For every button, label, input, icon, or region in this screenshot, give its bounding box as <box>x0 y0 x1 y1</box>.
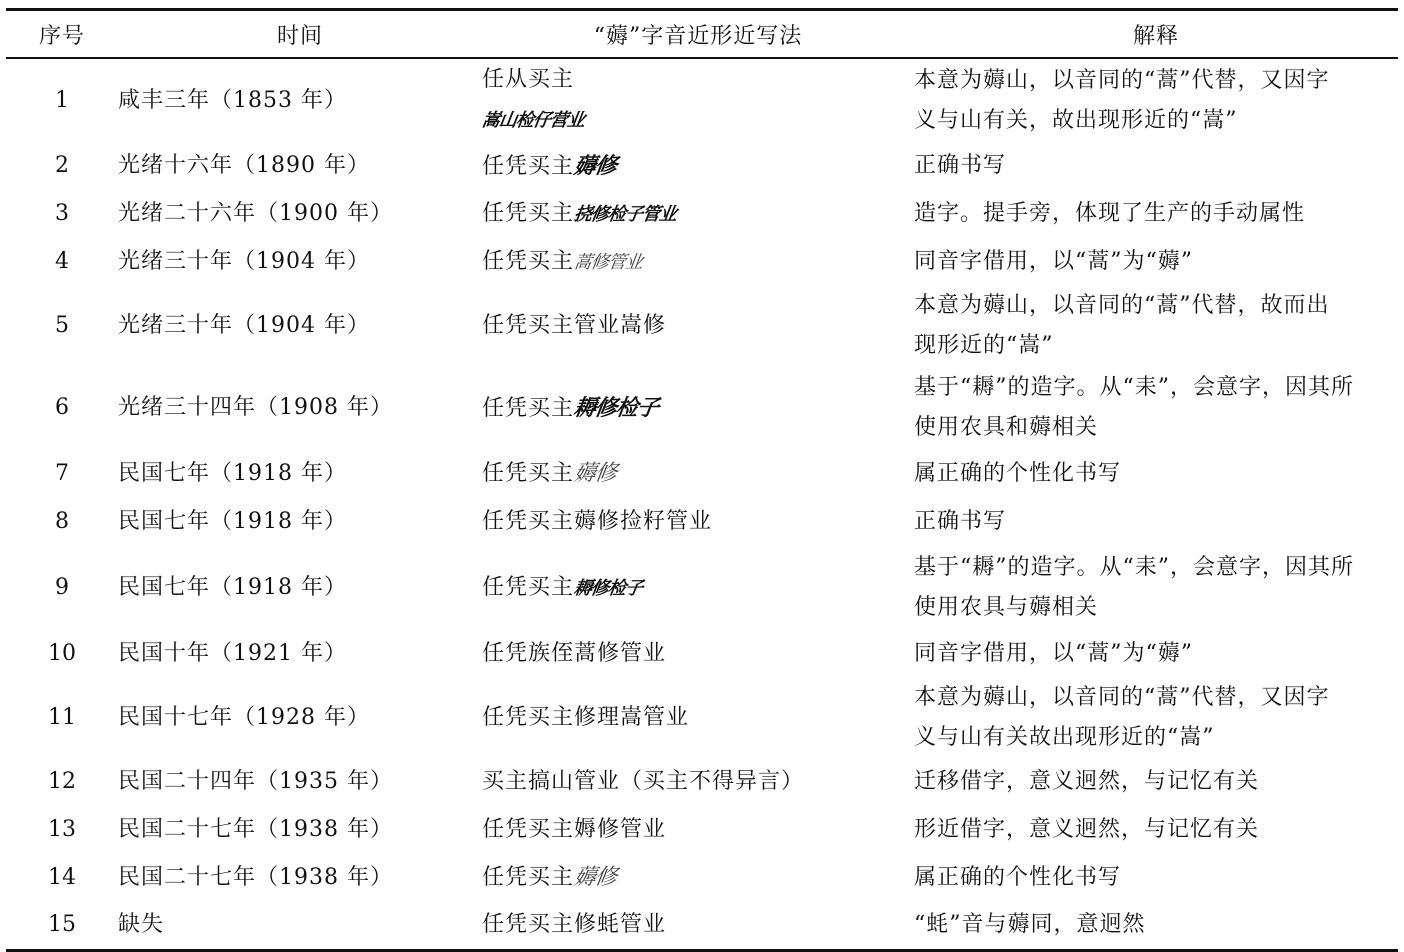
table-row <box>6 286 1398 366</box>
cell-explanation <box>914 678 1398 758</box>
explanation-line: 基于“耨”的造字。从“耒”，会意字，因其所 <box>914 375 1354 400</box>
cell-time: 光绪三十年（1904 年） <box>118 249 370 274</box>
cell-no: 1 <box>55 87 69 113</box>
cell-text: 任凭族侄蒿修管业 <box>482 641 667 666</box>
cell-explanation: “蚝”音与薅同，意迥然 <box>914 912 1146 938</box>
cell-time: 民国二十七年（1938 年） <box>118 817 393 842</box>
header-row <box>6 10 1398 59</box>
cell-time: 民国七年（1918 年） <box>118 509 347 534</box>
handwriting-image: 耨修检子 <box>572 577 644 599</box>
table-row <box>6 238 1398 286</box>
table-row <box>6 366 1398 450</box>
cell-time: 民国二十七年（1938 年） <box>118 865 393 890</box>
table-row <box>6 58 1398 142</box>
cell-time: 光绪三十年（1904 年） <box>118 313 370 338</box>
cell-explanation <box>914 58 1398 142</box>
cell-no: 13 <box>48 817 76 842</box>
handwriting-image: 蒿修管业 <box>572 251 644 273</box>
cell-explanation <box>914 366 1398 450</box>
cell-text-line: 任从买主 <box>482 67 575 92</box>
handwriting-image: 挠修检子管业 <box>572 203 678 225</box>
cell-text-printed: 任凭买主 <box>482 248 575 274</box>
cell-explanation <box>914 546 1398 630</box>
cell-time: 民国二十四年（1935 年） <box>118 769 393 794</box>
cell-text: 任凭买主修理嵩管业 <box>482 705 690 730</box>
cell-text-printed: 任凭买主 <box>482 461 575 486</box>
cell-no: 6 <box>55 395 69 420</box>
cell-no: 14 <box>48 865 76 890</box>
table-row <box>6 902 1398 950</box>
cell-text-printed: 任凭买主 <box>482 153 575 179</box>
handwriting-image: 嵩山检仔营业 <box>480 110 586 131</box>
cell-explanation: 属正确的个性化书写 <box>914 865 1122 890</box>
cell-text-printed: 任凭买主 <box>482 200 575 226</box>
cell-explanation: 造字。提手旁，体现了生产的手动属性 <box>914 201 1306 226</box>
cell-text <box>482 190 914 238</box>
explanation-line: 义与山有关故出现形近的“嵩” <box>914 725 1215 750</box>
cell-explanation: 正确书写 <box>914 509 1007 534</box>
cell-text-printed: 任凭买主 <box>482 865 575 890</box>
cell-text <box>482 450 914 498</box>
cell-text: 买主搞山管业（买主不得异言） <box>482 769 805 794</box>
table-row <box>6 142 1398 190</box>
cell-text: 任凭买主薅修捡籽管业 <box>482 509 713 534</box>
table-body <box>6 58 1398 950</box>
cell-text: 任凭买主修蚝管业 <box>482 912 667 938</box>
handwriting-image: 薅修 <box>572 152 618 179</box>
cell-no: 15 <box>48 912 76 938</box>
explanation-line: 使用农具与薅相关 <box>914 595 1099 620</box>
table-row <box>6 678 1398 758</box>
cell-no: 9 <box>55 575 69 600</box>
cell-text-printed: 任凭买主 <box>482 395 575 421</box>
cell-text <box>482 238 914 286</box>
explanation-line: 本意为薅山，以音同的“蒿”代替，故而出 <box>914 293 1330 318</box>
explanation-line: 本意为薅山，以音同的“蒿”代替，又因字 <box>914 685 1330 710</box>
header-text: “薅”字音近形近写法 <box>593 23 803 49</box>
cell-explanation: 同音字借用，以“蒿”为“薅” <box>914 641 1193 666</box>
explanation-line: 本意为薅山，以音同的“蒿”代替，又因字 <box>914 67 1330 93</box>
cell-no: 3 <box>55 201 69 226</box>
explanation-line: 基于“耨”的造字。从“耒”，会意字，因其所 <box>914 555 1354 580</box>
cell-no: 4 <box>55 249 69 274</box>
cell-no: 11 <box>48 705 76 730</box>
cell-explanation <box>914 286 1398 366</box>
explanation-line: 义与山有关，故出现形近的“嵩” <box>914 107 1238 133</box>
table-row <box>6 498 1398 546</box>
cell-explanation: 同音字借用，以“蒿”为“薅” <box>914 249 1193 274</box>
table-row <box>6 806 1398 854</box>
handwriting-image: 耨修检子 <box>572 394 660 421</box>
cell-time: 光绪三十四年（1908 年） <box>118 395 393 420</box>
cell-time: 咸丰三年（1853 年） <box>118 87 347 113</box>
cell-text: 任凭买主媷修管业 <box>482 817 667 842</box>
cell-no: 10 <box>48 641 76 666</box>
cell-explanation: 属正确的个性化书写 <box>914 461 1122 486</box>
cell-time: 民国七年（1918 年） <box>118 461 347 486</box>
header-time: 时间 <box>276 23 323 49</box>
cell-time: 光绪十六年（1890 年） <box>118 153 370 178</box>
cell-no: 7 <box>55 461 69 486</box>
cell-text <box>482 854 914 902</box>
cell-explanation: 正确书写 <box>914 153 1007 178</box>
cell-time: 民国十年（1921 年） <box>118 641 347 666</box>
table-header <box>6 10 1398 59</box>
table-row <box>6 630 1398 678</box>
cell-explanation: 形近借字，意义迥然，与记忆有关 <box>914 817 1260 842</box>
cell-time: 缺失 <box>118 912 165 938</box>
cell-no: 8 <box>55 509 69 534</box>
cell-no: 2 <box>55 153 69 178</box>
handwriting-image: 薅修 <box>572 461 618 486</box>
table-row <box>6 190 1398 238</box>
cell-text <box>482 546 914 630</box>
explanation-line: 使用农具和薅相关 <box>914 415 1099 440</box>
explanation-line: 现形近的“嵩” <box>914 333 1054 358</box>
table-row <box>6 758 1398 806</box>
cell-text <box>482 366 914 450</box>
cell-text-printed: 任凭买主 <box>482 574 575 600</box>
cell-text <box>482 58 914 142</box>
cell-time: 民国七年（1918 年） <box>118 575 347 600</box>
header-no: 序号 <box>38 23 85 49</box>
cell-text <box>482 142 914 190</box>
cell-no: 5 <box>55 313 69 338</box>
cell-time: 光绪二十六年（1900 年） <box>118 201 393 226</box>
header-explanation: 解释 <box>1132 23 1179 49</box>
hao-variants-table <box>6 8 1398 952</box>
table-row <box>6 546 1398 630</box>
cell-text: 任凭买主管业嵩修 <box>482 313 667 338</box>
table-row <box>6 854 1398 902</box>
cell-explanation: 迁移借字，意义迥然，与记忆有关 <box>914 769 1260 794</box>
cell-time: 民国十七年（1928 年） <box>118 705 370 730</box>
handwriting-image: 薅修 <box>572 865 618 890</box>
table-row <box>6 450 1398 498</box>
cell-no: 12 <box>48 769 76 794</box>
